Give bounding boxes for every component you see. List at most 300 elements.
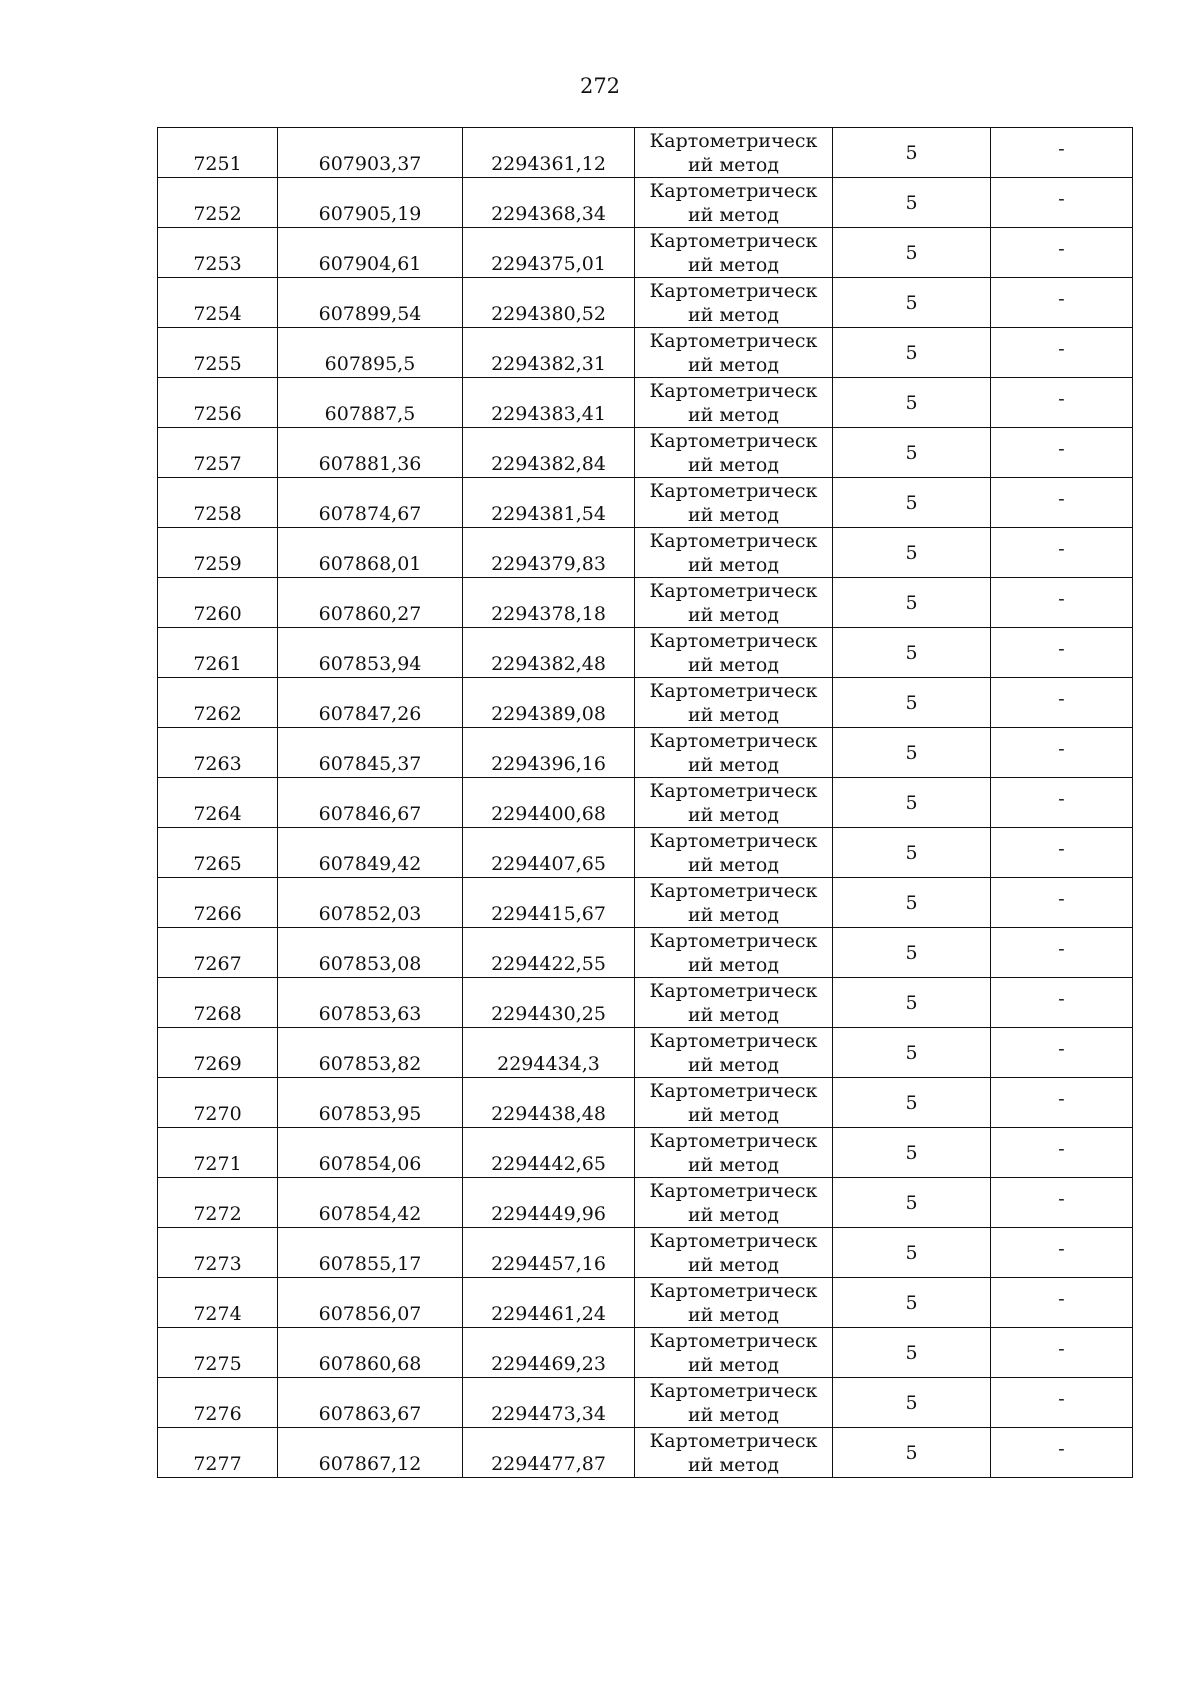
x-coordinate-cell (278, 328, 463, 378)
y-coordinate-cell (463, 1078, 635, 1128)
method-text: Картометрический метод (649, 1079, 818, 1126)
point-number-cell (158, 428, 278, 478)
y-coordinate-text: 2294407,65 (491, 853, 606, 875)
y-coordinate-cell (463, 128, 635, 178)
point-number-cell (158, 728, 278, 778)
point-number-text: 7273 (193, 1253, 242, 1275)
table-row (158, 178, 1133, 228)
y-coordinate-cell (463, 1428, 635, 1478)
y-coordinate-text: 2294375,01 (491, 253, 606, 275)
description-text: - (1058, 737, 1065, 760)
point-number-text: 7256 (193, 403, 242, 425)
point-number-text: 7259 (193, 553, 242, 575)
x-coordinate-cell (278, 778, 463, 828)
y-coordinate-cell (463, 628, 635, 678)
y-coordinate-text: 2294382,84 (491, 453, 606, 475)
description-cell (991, 278, 1133, 328)
method-cell (635, 1428, 833, 1478)
description-text: - (1058, 1137, 1065, 1160)
description-text: - (1058, 387, 1065, 410)
y-coordinate-text: 2294430,25 (491, 1003, 606, 1025)
x-coordinate-cell (278, 728, 463, 778)
method-cell (635, 678, 833, 728)
method-text: Картометрический метод (649, 479, 818, 526)
method-cell (635, 1028, 833, 1078)
table-row (158, 928, 1133, 978)
description-text: - (1058, 1437, 1065, 1460)
x-coordinate-text: 607860,27 (318, 603, 422, 625)
point-number-text: 7253 (193, 253, 242, 275)
x-coordinate-text: 607903,37 (318, 153, 422, 175)
accuracy-text: 5 (905, 291, 918, 314)
accuracy-text: 5 (905, 691, 918, 714)
accuracy-cell (833, 978, 991, 1028)
x-coordinate-text: 607853,94 (318, 653, 422, 675)
accuracy-text: 5 (905, 591, 918, 614)
accuracy-cell (833, 1128, 991, 1178)
point-number-cell (158, 828, 278, 878)
accuracy-cell (833, 478, 991, 528)
accuracy-cell (833, 778, 991, 828)
description-cell (991, 878, 1133, 928)
x-coordinate-text: 607853,08 (318, 953, 422, 975)
description-cell (991, 1028, 1133, 1078)
table-row (158, 1128, 1133, 1178)
x-coordinate-cell (278, 1078, 463, 1128)
x-coordinate-text: 607855,17 (318, 1253, 422, 1275)
method-cell (635, 978, 833, 1028)
x-coordinate-text: 607846,67 (318, 803, 422, 825)
accuracy-cell (833, 178, 991, 228)
table-row (158, 978, 1133, 1028)
x-coordinate-cell (278, 1028, 463, 1078)
x-coordinate-cell (278, 378, 463, 428)
table-row (158, 1028, 1133, 1078)
point-number-text: 7258 (193, 503, 242, 525)
point-number-cell (158, 1128, 278, 1178)
accuracy-text: 5 (905, 1441, 918, 1464)
method-text: Картометрический метод (649, 1379, 818, 1426)
description-cell (991, 1128, 1133, 1178)
description-text: - (1058, 187, 1065, 210)
x-coordinate-text: 607904,61 (318, 253, 422, 275)
method-text: Картометрический метод (649, 1179, 818, 1226)
method-cell (635, 578, 833, 628)
description-text: - (1058, 1287, 1065, 1310)
point-number-cell (158, 1228, 278, 1278)
method-text: Картометрический метод (649, 1329, 818, 1376)
x-coordinate-text: 607856,07 (318, 1303, 422, 1325)
method-cell (635, 728, 833, 778)
x-coordinate-cell (278, 478, 463, 528)
y-coordinate-text: 2294400,68 (491, 803, 606, 825)
point-number-text: 7265 (193, 853, 242, 875)
x-coordinate-cell (278, 678, 463, 728)
point-number-cell (158, 178, 278, 228)
accuracy-text: 5 (905, 541, 918, 564)
method-text: Картометрический метод (649, 1229, 818, 1276)
y-coordinate-text: 2294434,3 (497, 1053, 600, 1075)
point-number-text: 7270 (193, 1103, 242, 1125)
accuracy-text: 5 (905, 441, 918, 464)
x-coordinate-cell (278, 278, 463, 328)
point-number-cell (158, 628, 278, 678)
accuracy-cell (833, 678, 991, 728)
y-coordinate-text: 2294389,08 (491, 703, 606, 725)
description-cell (991, 378, 1133, 428)
y-coordinate-cell (463, 1178, 635, 1228)
table-row (158, 578, 1133, 628)
description-text: - (1058, 237, 1065, 260)
method-cell (635, 778, 833, 828)
y-coordinate-cell (463, 428, 635, 478)
point-number-text: 7255 (193, 353, 242, 375)
description-cell (991, 778, 1133, 828)
table-row (158, 778, 1133, 828)
y-coordinate-cell (463, 228, 635, 278)
description-cell (991, 128, 1133, 178)
point-number-cell (158, 1328, 278, 1378)
table-row (158, 228, 1133, 278)
y-coordinate-cell (463, 278, 635, 328)
table-row (158, 1278, 1133, 1328)
accuracy-text: 5 (905, 991, 918, 1014)
x-coordinate-text: 607860,68 (318, 1353, 422, 1375)
point-number-text: 7252 (193, 203, 242, 225)
method-text: Картометрический метод (649, 529, 818, 576)
y-coordinate-text: 2294382,48 (491, 653, 606, 675)
x-coordinate-text: 607887,5 (324, 403, 416, 425)
point-number-text: 7251 (193, 153, 242, 175)
method-cell (635, 328, 833, 378)
point-number-cell (158, 878, 278, 928)
point-number-cell (158, 278, 278, 328)
accuracy-cell (833, 528, 991, 578)
point-number-cell (158, 128, 278, 178)
table-row (158, 678, 1133, 728)
description-cell (991, 828, 1133, 878)
y-coordinate-text: 2294442,65 (491, 1153, 606, 1175)
accuracy-cell (833, 128, 991, 178)
method-text: Картометрический метод (649, 329, 818, 376)
x-coordinate-cell (278, 578, 463, 628)
x-coordinate-text: 607853,95 (318, 1103, 422, 1125)
description-text: - (1058, 787, 1065, 810)
point-number-text: 7254 (193, 303, 242, 325)
x-coordinate-cell (278, 1278, 463, 1328)
method-cell (635, 278, 833, 328)
point-number-text: 7263 (193, 753, 242, 775)
method-cell (635, 828, 833, 878)
y-coordinate-text: 2294368,34 (491, 203, 606, 225)
point-number-cell (158, 1028, 278, 1078)
y-coordinate-text: 2294380,52 (491, 303, 606, 325)
description-text: - (1058, 937, 1065, 960)
description-cell (991, 178, 1133, 228)
description-text: - (1058, 487, 1065, 510)
accuracy-text: 5 (905, 241, 918, 264)
description-text: - (1058, 1087, 1065, 1110)
table-body (158, 128, 1133, 1478)
point-number-cell (158, 928, 278, 978)
y-coordinate-cell (463, 528, 635, 578)
point-number-text: 7272 (193, 1203, 242, 1225)
accuracy-text: 5 (905, 841, 918, 864)
accuracy-cell (833, 1078, 991, 1128)
y-coordinate-cell (463, 178, 635, 228)
accuracy-text: 5 (905, 1041, 918, 1064)
accuracy-cell (833, 628, 991, 678)
accuracy-cell (833, 1028, 991, 1078)
table-row (158, 328, 1133, 378)
y-coordinate-text: 2294457,16 (491, 1253, 606, 1275)
method-text: Картометрический метод (649, 829, 818, 876)
y-coordinate-cell (463, 478, 635, 528)
y-coordinate-cell (463, 1278, 635, 1328)
description-cell (991, 1078, 1133, 1128)
point-number-cell (158, 1428, 278, 1478)
method-text: Картометрический метод (649, 129, 818, 176)
x-coordinate-cell (278, 878, 463, 928)
method-text: Картометрический метод (649, 179, 818, 226)
accuracy-text: 5 (905, 1241, 918, 1264)
point-number-cell (158, 678, 278, 728)
method-text: Картометрический метод (649, 1279, 818, 1326)
x-coordinate-text: 607847,26 (318, 703, 422, 725)
method-cell (635, 1228, 833, 1278)
description-text: - (1058, 137, 1065, 160)
description-text: - (1058, 837, 1065, 860)
point-number-cell (158, 1378, 278, 1428)
description-cell (991, 328, 1133, 378)
method-text: Картометрический метод (649, 779, 818, 826)
method-text: Картометрический метод (649, 1429, 818, 1476)
accuracy-text: 5 (905, 641, 918, 664)
accuracy-text: 5 (905, 391, 918, 414)
method-cell (635, 1278, 833, 1328)
method-text: Картометрический метод (649, 1129, 818, 1176)
description-cell (991, 578, 1133, 628)
description-text: - (1058, 1237, 1065, 1260)
x-coordinate-text: 607881,36 (318, 453, 422, 475)
table-row (158, 728, 1133, 778)
description-text: - (1058, 1187, 1065, 1210)
description-text: - (1058, 337, 1065, 360)
x-coordinate-text: 607867,12 (318, 1453, 422, 1475)
y-coordinate-cell (463, 728, 635, 778)
method-cell (635, 878, 833, 928)
table-row (158, 378, 1133, 428)
y-coordinate-text: 2294382,31 (491, 353, 606, 375)
point-number-text: 7267 (193, 953, 242, 975)
y-coordinate-cell (463, 378, 635, 428)
y-coordinate-cell (463, 678, 635, 728)
description-cell (991, 1378, 1133, 1428)
method-text: Картометрический метод (649, 979, 818, 1026)
x-coordinate-text: 607863,67 (318, 1403, 422, 1425)
method-cell (635, 1378, 833, 1428)
method-text: Картометрический метод (649, 279, 818, 326)
description-text: - (1058, 1037, 1065, 1060)
x-coordinate-text: 607874,67 (318, 503, 422, 525)
table-row (158, 128, 1133, 178)
accuracy-cell (833, 578, 991, 628)
x-coordinate-cell (278, 128, 463, 178)
y-coordinate-cell (463, 328, 635, 378)
accuracy-cell (833, 828, 991, 878)
accuracy-cell (833, 878, 991, 928)
accuracy-text: 5 (905, 141, 918, 164)
accuracy-cell (833, 728, 991, 778)
accuracy-cell (833, 228, 991, 278)
method-text: Картометрический метод (649, 579, 818, 626)
method-text: Картометрический метод (649, 229, 818, 276)
y-coordinate-text: 2294422,55 (491, 953, 606, 975)
y-coordinate-text: 2294361,12 (491, 153, 606, 175)
point-number-text: 7276 (193, 1403, 242, 1425)
accuracy-cell (833, 1278, 991, 1328)
description-cell (991, 1328, 1133, 1378)
point-number-cell (158, 1278, 278, 1328)
description-cell (991, 1278, 1133, 1328)
x-coordinate-text: 607899,54 (318, 303, 422, 325)
point-number-text: 7260 (193, 603, 242, 625)
y-coordinate-cell (463, 978, 635, 1028)
table-row (158, 1228, 1133, 1278)
x-coordinate-text: 607868,01 (318, 553, 422, 575)
accuracy-cell (833, 428, 991, 478)
point-number-cell (158, 1078, 278, 1128)
description-cell (991, 428, 1133, 478)
x-coordinate-text: 607905,19 (318, 203, 422, 225)
x-coordinate-text: 607849,42 (318, 853, 422, 875)
accuracy-text: 5 (905, 1341, 918, 1364)
x-coordinate-cell (278, 528, 463, 578)
point-number-text: 7269 (193, 1053, 242, 1075)
coordinates-table (157, 127, 1133, 1478)
x-coordinate-cell (278, 1128, 463, 1178)
point-number-cell (158, 528, 278, 578)
method-cell (635, 178, 833, 228)
point-number-text: 7261 (193, 653, 242, 675)
y-coordinate-text: 2294378,18 (491, 603, 606, 625)
x-coordinate-text: 607895,5 (324, 353, 416, 375)
method-cell (635, 1328, 833, 1378)
x-coordinate-text: 607854,06 (318, 1153, 422, 1175)
accuracy-text: 5 (905, 191, 918, 214)
table-row (158, 1078, 1133, 1128)
x-coordinate-text: 607845,37 (318, 753, 422, 775)
y-coordinate-text: 2294438,48 (491, 1103, 606, 1125)
accuracy-text: 5 (905, 941, 918, 964)
method-text: Картометрический метод (649, 379, 818, 426)
method-cell (635, 1128, 833, 1178)
y-coordinate-cell (463, 1028, 635, 1078)
accuracy-text: 5 (905, 891, 918, 914)
table-row (158, 1428, 1133, 1478)
y-coordinate-text: 2294449,96 (491, 1203, 606, 1225)
description-cell (991, 1178, 1133, 1228)
description-cell (991, 678, 1133, 728)
description-text: - (1058, 887, 1065, 910)
y-coordinate-cell (463, 778, 635, 828)
y-coordinate-text: 2294383,41 (491, 403, 606, 425)
accuracy-cell (833, 1378, 991, 1428)
x-coordinate-cell (278, 828, 463, 878)
x-coordinate-cell (278, 978, 463, 1028)
description-cell (991, 1428, 1133, 1478)
accuracy-cell (833, 1328, 991, 1378)
description-text: - (1058, 437, 1065, 460)
table-row (158, 478, 1133, 528)
description-cell (991, 228, 1133, 278)
method-text: Картометрический метод (649, 629, 818, 676)
x-coordinate-cell (278, 1178, 463, 1228)
x-coordinate-cell (278, 178, 463, 228)
x-coordinate-cell (278, 228, 463, 278)
method-text: Картометрический метод (649, 679, 818, 726)
description-cell (991, 928, 1133, 978)
accuracy-cell (833, 378, 991, 428)
accuracy-cell (833, 928, 991, 978)
point-number-text: 7271 (193, 1153, 242, 1175)
point-number-cell (158, 478, 278, 528)
accuracy-text: 5 (905, 491, 918, 514)
x-coordinate-text: 607854,42 (318, 1203, 422, 1225)
y-coordinate-text: 2294473,34 (491, 1403, 606, 1425)
y-coordinate-cell (463, 928, 635, 978)
table-row (158, 628, 1133, 678)
x-coordinate-cell (278, 1428, 463, 1478)
x-coordinate-cell (278, 1378, 463, 1428)
description-cell (991, 728, 1133, 778)
x-coordinate-text: 607853,82 (318, 1053, 422, 1075)
y-coordinate-cell (463, 878, 635, 928)
accuracy-text: 5 (905, 741, 918, 764)
description-cell (991, 478, 1133, 528)
point-number-text: 7257 (193, 453, 242, 475)
method-cell (635, 1078, 833, 1128)
accuracy-text: 5 (905, 791, 918, 814)
x-coordinate-cell (278, 1228, 463, 1278)
method-cell (635, 378, 833, 428)
point-number-text: 7266 (193, 903, 242, 925)
accuracy-cell (833, 278, 991, 328)
description-cell (991, 978, 1133, 1028)
description-cell (991, 1228, 1133, 1278)
point-number-cell (158, 778, 278, 828)
y-coordinate-text: 2294415,67 (491, 903, 606, 925)
accuracy-text: 5 (905, 1091, 918, 1114)
x-coordinate-cell (278, 428, 463, 478)
table-row (158, 278, 1133, 328)
point-number-text: 7274 (193, 1303, 242, 1325)
x-coordinate-cell (278, 1328, 463, 1378)
point-number-cell (158, 578, 278, 628)
description-text: - (1058, 987, 1065, 1010)
method-cell (635, 1178, 833, 1228)
table-row (158, 428, 1133, 478)
method-cell (635, 628, 833, 678)
point-number-text: 7275 (193, 1353, 242, 1375)
description-text: - (1058, 1387, 1065, 1410)
accuracy-cell (833, 328, 991, 378)
description-cell (991, 528, 1133, 578)
point-number-text: 7268 (193, 1003, 242, 1025)
point-number-text: 7262 (193, 703, 242, 725)
accuracy-text: 5 (905, 1391, 918, 1414)
y-coordinate-text: 2294381,54 (491, 503, 606, 525)
